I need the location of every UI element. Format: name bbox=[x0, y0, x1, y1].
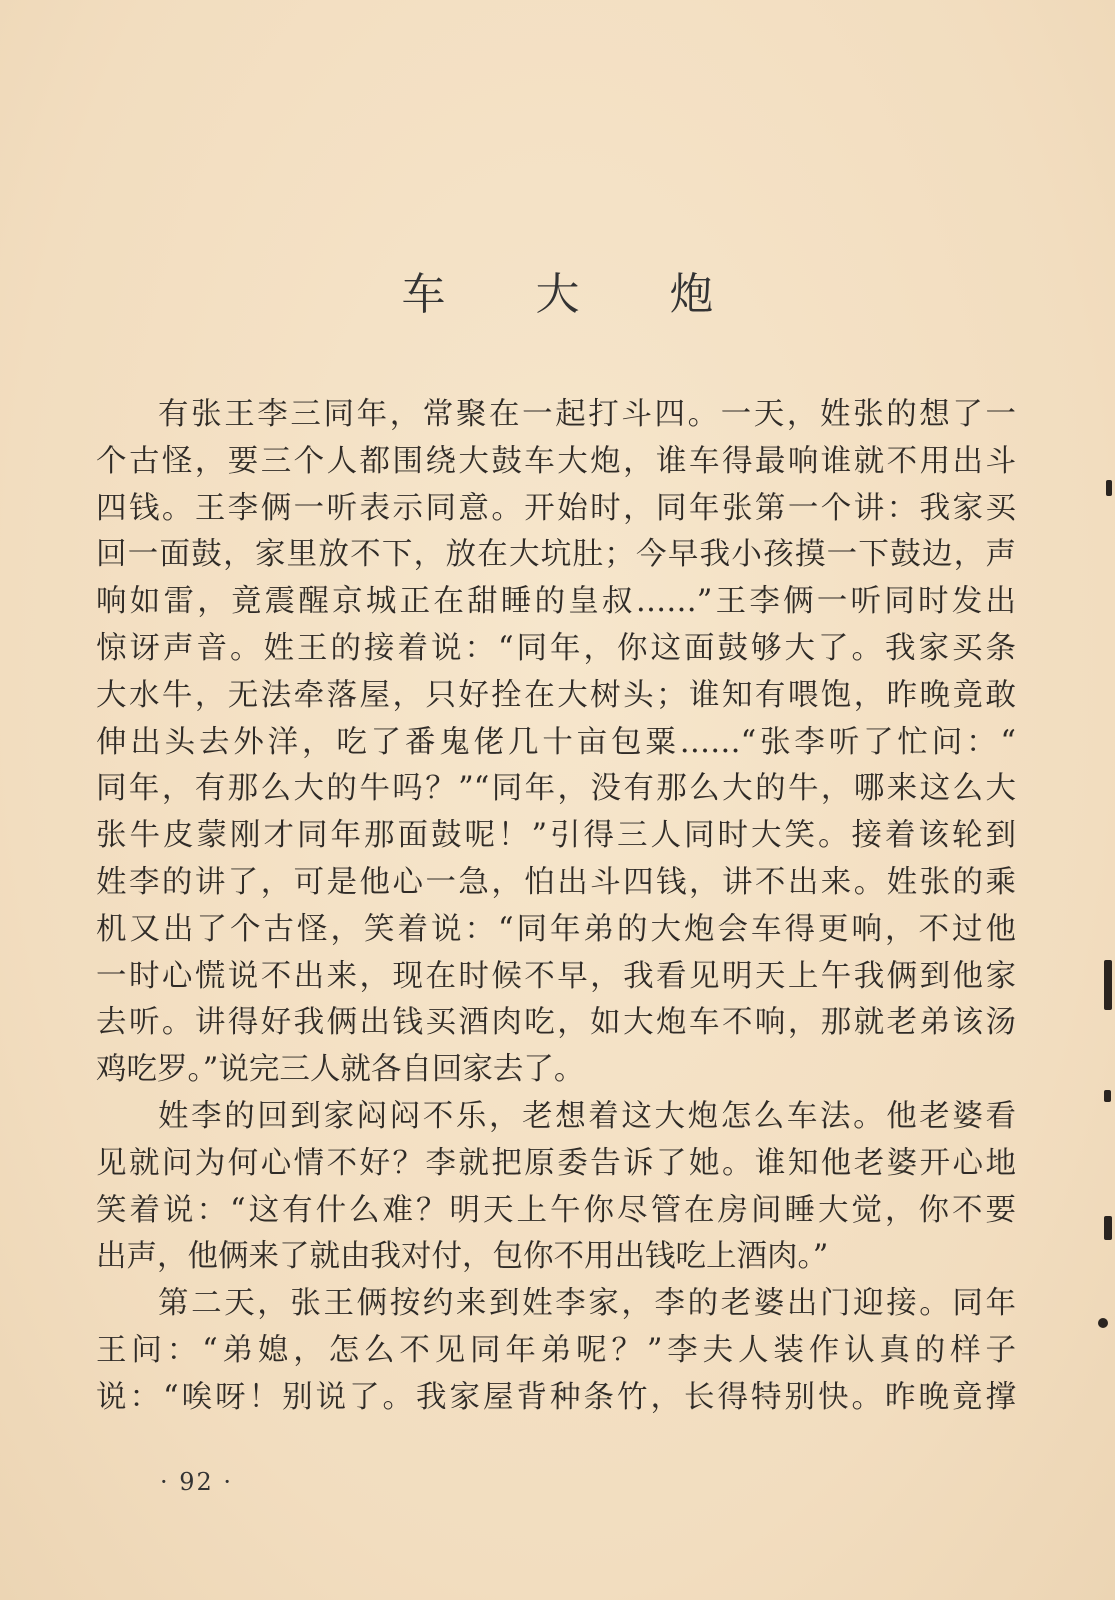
text-line: 姓李的回到家闷闷不乐，老想着这大炮怎么车法。他老婆看 bbox=[158, 1098, 1016, 1134]
text-line: 同年，有那么大的牛吗？”“同年，没有那么大的牛，哪来这么大 bbox=[96, 771, 1016, 807]
text-line: 大水牛，无法牵落屋，只好拴在大树头；谁知有喂饱，昨晚竟敢 bbox=[96, 677, 1016, 713]
text-line: 机又出了个古怪，笑着说：“同年弟的大炮会车得更响，不过他 bbox=[96, 911, 1016, 947]
text-line: 见就问为何心情不好？李就把原委告诉了她。谁知他老婆开心地 bbox=[96, 1145, 1016, 1181]
page-title: 车 大 炮 bbox=[401, 269, 752, 320]
text-line: 有张王李三同年，常聚在一起打斗四。一天，姓张的想了一 bbox=[158, 397, 1016, 432]
text-line: 王问：“弟媳，怎么不见同年弟呢？”李夫人装作认真的样子 bbox=[96, 1332, 1016, 1368]
text-line: 惊讶声音。姓王的接着说：“同年，你这面鼓够大了。我家买条 bbox=[96, 630, 1016, 666]
text-line: 姓李的讲了，可是他心一急，怕出斗四钱，讲不出来。姓张的乘 bbox=[96, 864, 1016, 900]
text-line: 回一面鼓，家里放不下，放在大坑肚；今早我小孩摸一下鼓边，声 bbox=[96, 537, 1016, 573]
text-line: 一时心慌说不出来，现在时候不早，我看见明天上午我俩到他家 bbox=[96, 958, 1016, 994]
edge-mark bbox=[1106, 480, 1112, 496]
text-line: 四钱。王李俩一听表示同意。开始时，同年张第一个讲：我家买 bbox=[96, 490, 1016, 526]
text-line: 笑着说：“这有什么难？明天上午你尽管在房间睡大觉，你不要 bbox=[96, 1192, 1016, 1228]
text-line: 响如雷，竟震醒京城正在甜睡的皇叔……”王李俩一听同时发出 bbox=[96, 584, 1016, 620]
text-line: 伸出头去外洋，吃了番鬼佬几十亩包粟……“张李听了忙问：“ bbox=[96, 724, 1016, 760]
text-line: 张牛皮蒙刚才同年那面鼓呢！”引得三人同时大笑。接着该轮到 bbox=[96, 818, 1016, 854]
text-line: 去听。讲得好我俩出钱买酒肉吃，如大炮车不响，那就老弟该汤 bbox=[96, 1005, 1016, 1041]
text-line: 第二天，张王俩按约来到姓李家，李的老婆出门迎接。同年 bbox=[158, 1286, 1016, 1322]
text-line: 个古怪，要三个人都围绕大鼓车大炮，谁车得最响谁就不用出斗 bbox=[96, 443, 1016, 479]
edge-mark bbox=[1098, 1318, 1108, 1328]
edge-mark bbox=[1104, 960, 1112, 1010]
edge-mark bbox=[1104, 1090, 1111, 1102]
text-line: 鸡吃罗。”说完三人就各自回家去了。 bbox=[96, 1052, 585, 1088]
text-line: 出声，他俩来了就由我对付，包你不用出钱吃上酒肉。” bbox=[96, 1239, 829, 1275]
page-number: · 92 · bbox=[160, 1468, 234, 1496]
text-line: 说：“唉呀！别说了。我家屋背种条竹，长得特别快。昨晚竟撑 bbox=[96, 1379, 1016, 1415]
edge-mark bbox=[1104, 1216, 1112, 1240]
body-text bbox=[96, 392, 1016, 1422]
